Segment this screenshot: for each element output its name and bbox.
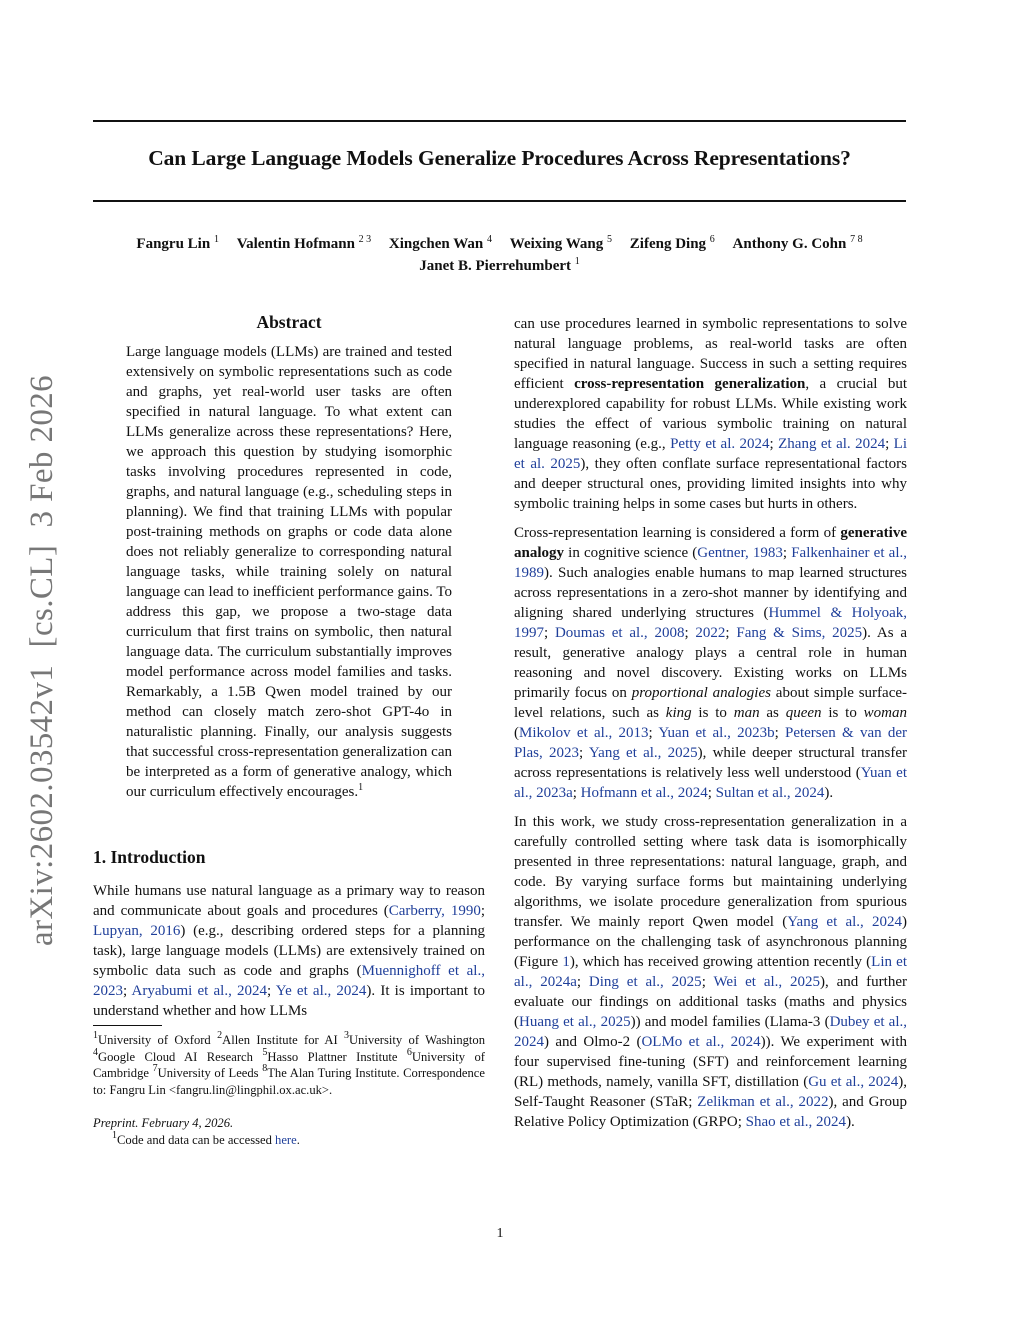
author: Xingchen Wan $^4$ [388,234,493,252]
citation-link[interactable]: Sultan et al., 2024 [715,785,825,801]
citation-link[interactable]: Hofmann et al., 2024 [580,785,708,801]
citation-link[interactable]: Yang et al., 2025 [588,745,698,761]
right-column [514,314,907,1141]
citation-link[interactable]: Gentner, 1983 [697,545,783,561]
citation-link[interactable]: Huang et al., 2025 [519,1014,631,1030]
body-paragraph: Cross-representation learning is considered a form of generative analogy in cognitive science (Gentner, 1983; Falkenhainer et al., 1989). Such analogies enable humans to map learned structures across representations in a zero-shot manner by identifying and aligning shared underlying structures (Hummel & Holyoak, 1997; Doumas et al., 2008; 2022; Fang & Sims, 2025). As a result, generative analogy plays a central role in human reasoning and novel discovery. Existing works on LLMs primarily focus on proportional analogies about simple surface-level relations, such as king is to man as queen is to woman (Mikolov et al., 2013; Yuan et al., 2023b; Petersen & van der Plas, 2023; Yang et al., 2025), while deeper structural transfer across representations is relatively less well understood (Yuan et al., 2023a; Hofmann et al., 2024; Sultan et al., 2024). [514,525,908,801]
abstract-body: Large language models (LLMs) are trained and tested extensively on symbolic representations such as code and graphs, yet real-world user tasks are often specified in natural language. To what extent can LLMs generalize across these representations? Here, we approach this question by studying isomorphic tasks involving procedures represented in code, graphs, and natural language (e.g., scheduling steps in planning). We find that training LLMs with popular post-training methods on graphs or code data alone does not reliably generalize to corresponding natural language tasks, while training solely on natural language can lead to inefficient performance gains. To address this gap, we propose a two-stage data curriculum that first trains on symbolic, then natural language data. The curriculum substantially improves model performance across model families and tasks. Remarkably, a 1.5B Qwen model trained by our method can closely match zero-shot GPT-4o in naturalistic planning. Finally, our analysis suggests that successful cross-representation generalization can be interpreted as a form of generative analogy, which our curriculum effectively encourages.$^1$ [126,344,452,800]
figure-reference-link[interactable]: 1 [562,954,570,970]
intro-paragraph: While humans use natural language as a primary way to reason and communicate about goals and procedures (Carberry, 1990; Lupyan, 2016) (e.g., describing ordered steps for a planning task), large language models (LLMs) are extensively trained on symbolic data such as code and graphs (Muennighoff et al., 2023; Aryabumi et al., 2024; Ye et al., 2024). It is important to understand whether and how LLMs [93,883,486,1019]
preprint-note: Preprint. February 4, 2026. [93,1116,234,1130]
citation-link[interactable]: Gu et al., 2024 [808,1074,899,1090]
citation-link[interactable]: Zelikman et al., 2022 [697,1094,829,1110]
citation-link[interactable]: Dubey et al., 2024 [514,1014,907,1050]
citation-link[interactable]: Carberry, 1990 [388,903,481,919]
footnotes [93,1025,485,1148]
author: Janet B. Pierrehumbert $^1$ [419,256,580,274]
citation-link[interactable]: Aryabumi et al., 2024 [131,983,267,999]
citation-link[interactable]: Hummel & Holyoak, 1997 [514,605,907,641]
citation-link[interactable]: Mikolov et al., 2013 [519,725,649,741]
body-paragraph: can use procedures learned in symbolic representations to solve natural language problems, as real-world tasks are often specified in natural language. Success in such a setting requires efficient cross-representation generalization, a crucial but underexplored capability for robust LLMs. While existing work studies the effect of various symbolic training on natural language reasoning (e.g., Petty et al. 2024; Zhang et al. 2024; Li et al. 2025), they often conflate surface representational factors and deeper structural ones, providing limited insights into why symbolic training helps in some cases but hurts in others. [514,316,907,512]
citation-link[interactable]: Wei et al., 2025 [713,974,821,990]
title-rule-bottom [93,200,906,202]
page-number: 1 [496,1226,504,1241]
citation-link[interactable]: Muennighoff et al., 2023 [93,963,485,999]
citation-link[interactable]: Ye et al., 2024 [275,983,367,999]
footnote-marker: 1 [358,782,364,793]
author: Fangru Lin $^1$ [136,234,219,252]
footnote-rule [93,1025,162,1026]
citation-link[interactable]: Lupyan, 2016 [93,923,181,939]
citation-link[interactable]: Falkenhainer et al., 1989 [514,545,907,581]
title-rule-top [93,120,906,122]
citation-link[interactable]: Petty et al. 2024 [670,436,770,452]
citation-link[interactable]: Zhang et al. 2024 [778,436,886,452]
code-link[interactable]: here [275,1132,297,1147]
author-list [93,236,906,253]
author: Valentin Hofmann $^{2 3}$ [236,234,372,252]
left-column [93,310,485,1148]
section-heading-introduction: 1. Introduction [93,847,206,867]
paper-title: Can Large Language Models Generalize Procedures Across Representations? [148,146,851,170]
citation-link[interactable]: 2022 [695,625,726,641]
affiliation-footnote: $^1$University of Oxford $^2$Allen Institute for AI $^3$University of Washington $^4$Google Cloud AI Research $^5$Hasso Plattner Institute $^6$University of Cambridge $^7$University of Leeds $^8$The Alan Turing Institute. Correspondence to: Fangru Lin <fangru.lin@lingphil.ox.ac.uk>. [93,1030,486,1097]
citation-link[interactable]: Yuan et al., 2023b [658,725,775,741]
author: Zifeng Ding $^6$ [629,234,715,252]
citation-link[interactable]: Yang et al., 2024 [787,914,903,930]
author: Anthony G. Cohn $^{7 8}$ [732,234,863,252]
citation-link[interactable]: Ding et al., 2025 [588,974,702,990]
citation-link[interactable]: Petersen & van der Plas, 2023 [514,725,907,761]
citation-link[interactable]: Fang & Sims, 2025 [736,625,863,641]
citation-link[interactable]: Shao et al., 2024 [745,1114,847,1130]
arxiv-identifier-stamp: arXiv:2602.03542v1 [cs.CL] 3 Feb 2026 [24,374,60,946]
citation-link[interactable]: Doumas et al., 2008 [554,625,685,641]
code-footnote: $^1$Code and data can be accessed here. [112,1129,300,1147]
citation-link[interactable]: Li et al. 2025 [514,436,907,472]
body-paragraph: In this work, we study cross-representation generalization in a carefully controlled setting where task data is isomorphically presented in three representations: natural language, graph, and code. By varying surface forms but maintaining underlying algorithms, we isolate procedure generalization from spurious transfer. We mainly report Qwen model (Yang et al., 2024) performance on the challenging task of asynchronous planning (Figure 1), which has received growing attention recently (Lin et al., 2024a; Ding et al., 2025; Wei et al., 2025), and further evaluate our findings on additional tasks (maths and physics (Huang et al., 2025)) and model families (Llama-3 (Dubey et al., 2024) and Olmo-2 (OLMo et al., 2024)). We experiment with four supervised fine-tuning (SFT) and reinforcement learning (RL) methods, namely, vanilla SFT, distillation (Gu et al., 2024), Self-Taught Reasoner (STaR; Zelikman et al., 2022), and Group Relative Policy Optimization (GRPO; Shao et al., 2024). [514,814,908,1130]
citation-link[interactable]: Yuan et al., 2023a [514,765,908,801]
abstract-heading: Abstract [256,312,322,332]
author-list-continued [93,258,906,275]
citation-link[interactable]: OLMo et al., 2024 [641,1034,761,1050]
author: Weixing Wang $^5$ [509,234,613,252]
citation-link[interactable]: Lin et al., 2024a [514,954,907,990]
